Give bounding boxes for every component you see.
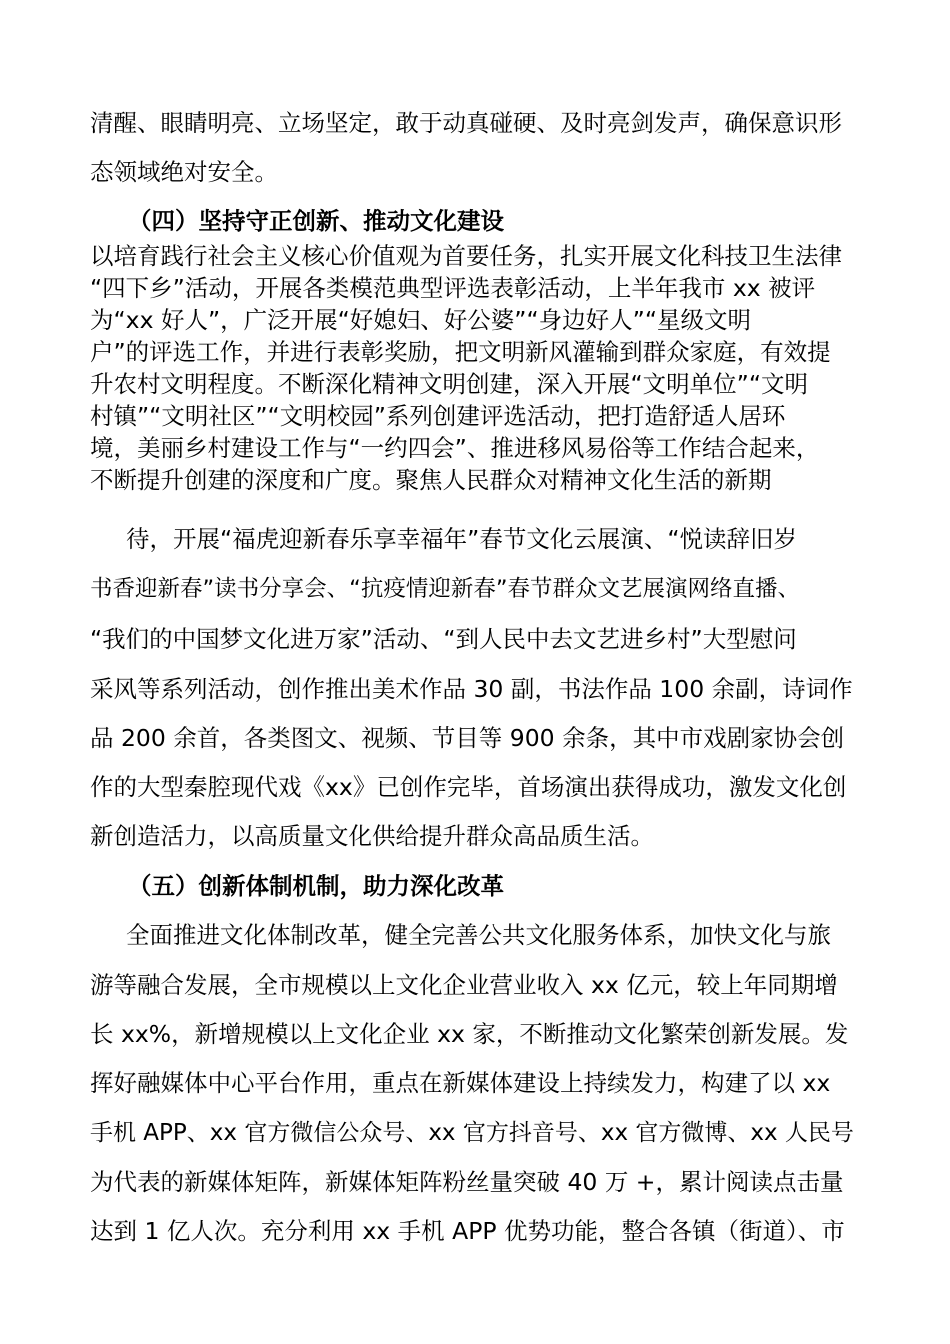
- body-text-line: 手机 APP、xx 官方微信公众号、xx 官方抖音号、xx 官方微博、xx 人民号: [90, 1120, 854, 1146]
- body-text-line: 为代表的新媒体矩阵，新媒体矩阵粉丝量突破 40 万 +，累计阅读点击量: [90, 1168, 844, 1196]
- body-text-line: 达到 1 亿人次。充分利用 xx 手机 APP 优势功能，整合各镇（街道）、市: [90, 1217, 845, 1245]
- body-text-line: 态领域绝对安全。: [90, 158, 278, 186]
- body-text-line: 待，开展“福虎迎新春乐享幸福年”春节文化云展演、“悦读辞旧岁: [126, 525, 798, 553]
- body-text-line: 品 200 余首，各类图文、视频、节目等 900 余条，其中市戏剧家协会创: [90, 724, 845, 752]
- body-text-line: 境，美丽乡村建设工作与“一约四会”、推进移风易俗等工作结合起来，: [90, 434, 820, 462]
- body-text-line: 村镇”“文明社区”“文明校园”系列创建评选活动，把打造舒适人居环: [90, 402, 786, 430]
- body-text-line: 为“xx 好人”，广泛开展“好媳妇、好公婆”“身边好人”“星级文明: [90, 306, 752, 334]
- body-text-line: “四下乡”活动，开展各类模范典型评选表彰活动，上半年我市 xx 被评: [90, 274, 816, 302]
- body-text-line: 采风等系列活动，创作推出美术作品 30 副，书法作品 100 余副，诗词作: [90, 675, 853, 703]
- section-heading-5: （五）创新体制机制，助力深化改革: [128, 872, 504, 900]
- body-text-line: “我们的中国梦文化进万家”活动、“到人民中去文艺进乡村”大型慰问: [90, 625, 797, 653]
- body-text-line: 新创造活力，以高质量文化供给提升群众高品质生活。: [90, 822, 654, 850]
- body-text-line: 升农村文明程度。不断深化精神文明创建，深入开展“文明单位”“文明: [90, 370, 809, 398]
- body-text-line: 游等融合发展，全市规模以上文化企业营业收入 xx 亿元，较上年同期增: [90, 971, 838, 999]
- body-text-line: 户”的评选工作，并进行表彰奖励，把文明新风灌输到群众家庭，有效提: [90, 338, 831, 366]
- body-text-line: 长 xx%，新增规模以上文化企业 xx 家，不断推动文化繁荣创新发展。发: [90, 1020, 849, 1048]
- body-text-line: 清醒、眼睛明亮、立场坚定，敢于动真碰硬、及时亮剑发声，确保意识形: [90, 109, 842, 137]
- body-text-line: 作的大型秦腔现代戏《xx》已创作完毕，首场演出获得成功，激发文化创: [90, 773, 847, 801]
- section-heading-4: （四）坚持守正创新、推动文化建设: [128, 207, 504, 235]
- body-text-line: 挥好融媒体中心平台作用，重点在新媒体建设上持续发力，构建了以 xx: [90, 1069, 831, 1097]
- body-text-line: 书香迎新春”读书分享会、“抗疫情迎新春”春节群众文艺展演网络直播、: [90, 576, 800, 602]
- body-text-line: 全面推进文化体制改革，健全完善公共文化服务体系，加快文化与旅: [126, 921, 831, 949]
- body-text-line: 以培育践行社会主义核心价值观为首要任务，扎实开展文化科技卫生法律: [90, 242, 842, 270]
- body-text-line: 不断提升创建的深度和广度。聚焦人民群众对精神文化生活的新期: [90, 466, 772, 494]
